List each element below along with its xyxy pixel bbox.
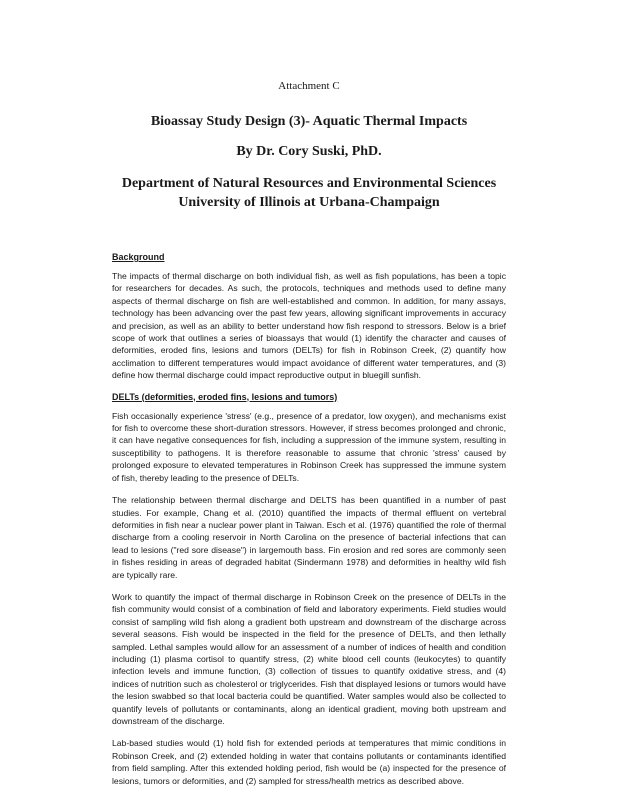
document-title: Bioassay Study Design (3)- Aquatic Thermal Impacts — [150, 114, 468, 129]
delts-paragraph-lab-studies: Lab-based studies would (1) hold fish for extended periods at temperatures that mimic conditions in Robinson Creek, and (2) extended holding in water that contains pollutants or contaminants identified from field sampling. After this extended holding period, fish would be (a) inspected for the presence of lesions, tumors or deformities, and (2) sampled for stress/health metrics as described above. — [112, 738, 506, 786]
delts-paragraph-stress: Fish occasionally experience 'stress' (e.g., presence of a predator, low oxygen), and mechanisms exist for fish to overcome these short-duration stressors. However, if stress becomes prolonged and chronic, it can have negative consequences for fish, including a suppression of the immune system, resulting in susceptibility to pathogens. It is therefore reasonable to assume that chronic 'stress' caused by prolonged exposure to elevated temperatures in Robinson Creek has suppressed the immune system of fish, thereby leading to the presence of DELTs. — [112, 410, 506, 483]
document-author: By Dr. Cory Suski, PhD. — [236, 144, 382, 159]
university-name: University of Illinois at Urbana-Champaign — [178, 195, 440, 210]
delts-paragraph-literature: The relationship between thermal discharge and DELTS has been quantified in a number of past studies. For example, Chang et al. (2010) quantified the impacts of thermal effluent on vertebral deformities in fish near a nuclear power plant in Taiwan. Esch et al. (1976) quantified the role of thermal discharge from a cooling reservoir in North Carolina on the presence of bacterial infections that can lead to lesions ("red sore disease") in largemouth bass. Fin erosion and red sores are commonly seen in fishes residing in areas of degraded habitat (Sindermann 1978) and deformities in healthy wild fish are typically rare. — [112, 495, 506, 580]
delts-paragraph-field-work: Work to quantify the impact of thermal discharge in Robinson Creek on the presence of DELTs in the fish community would consist of a combination of field and laboratory experiments. Field studies would consist of sampling wild fish along a gradient both upstream and downstream of the discharge across several seasons. Fish would be inspected in the field for the presence of DELTs, and then lethally sampled. Lethal samples would allow for an assessment of a number of indices of health and condition including (1) plasma cortisol to quantify stress, (2) white blood cell counts (leukocytes) to quantify infection levels and immune function, (3) collection of tissues to quantify oxidative stress, and (4) indices of nutrition such as cholesterol or triglycerides. Fish that displayed lesions or tumors would have the lesion swabbed so that local bacteria could be quantified. Water samples would also be collected to quantify levels of pollutants or contaminants, along an identical gradient, moving both upstream and downstream of the discharge. — [112, 591, 506, 726]
background-paragraph: The impacts of thermal discharge on both individual fish, as well as fish populations, has been a topic for researchers for decades. As such, the protocols, techniques and methods used to define many aspects of thermal discharge on fish are well-established and common. In addition, for many assays, technology has been advancing over the past few years, allowing significant improvements in accuracy and precision, as well as an ability to better understand how fish respond to stressors. Below is a brief scope of work that outlines a series of bioassays that would (1) identify the character and causes of deformities, eroded fins, lesions and tumors (DELTs) for fish in Robinson Creek, (2) quantify how acclimation to different temperatures would impact avoidance of different water temperatures, and (3) define how thermal discharge could impact reproductive output in bluegill sunfish. — [112, 271, 506, 381]
background-heading: Background — [112, 252, 165, 262]
delts-heading: DELTs (deformities, eroded fins, lesions and tumors) — [112, 391, 338, 402]
department-name: Department of Natural Resources and Environmental Sciences — [121, 176, 497, 191]
attachment-label: Attachment C — [278, 80, 340, 92]
